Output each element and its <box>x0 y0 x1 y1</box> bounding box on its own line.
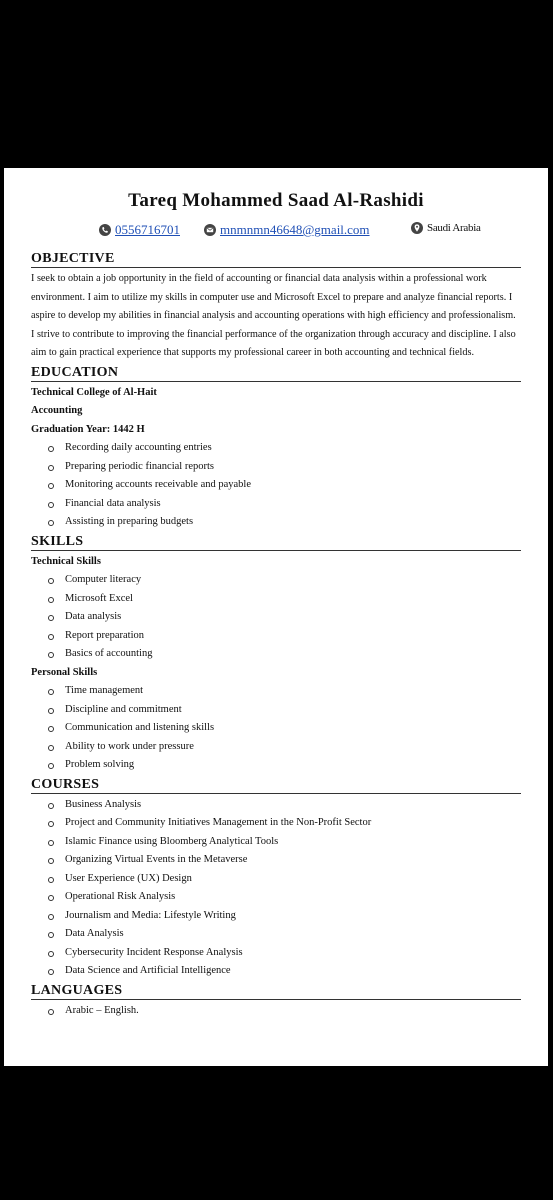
list-item: Monitoring accounts receivable and payable <box>31 476 521 495</box>
list-item: Time management <box>31 682 521 701</box>
list-item: Assisting in preparing budgets <box>31 513 521 532</box>
list-item: Communication and listening skills <box>31 719 521 738</box>
list-item: Microsoft Excel <box>31 590 521 609</box>
technical-skills-list <box>31 571 521 664</box>
personal-skills-list <box>31 682 521 775</box>
list-item: Operational Risk Analysis <box>31 888 521 907</box>
list-item: Preparing periodic financial reports <box>31 458 521 477</box>
courses-list <box>31 796 521 981</box>
phone-contact <box>99 222 180 238</box>
email-link[interactable]: mnmnmn46648@gmail.com <box>220 222 370 237</box>
list-item: Computer literacy <box>31 571 521 590</box>
graduation-year: Graduation Year: 1442 H <box>31 423 145 435</box>
list-item: Project and Community Initiatives Management in the Non-Profit Sector <box>31 814 521 833</box>
resume-page <box>4 168 548 1066</box>
list-item: Organizing Virtual Events in the Metaverse <box>31 851 521 870</box>
email-contact <box>204 222 370 238</box>
list-item: Arabic – English. <box>31 1002 521 1021</box>
list-item: User Experience (UX) Design <box>31 870 521 889</box>
technical-skills-heading: Technical Skills <box>31 555 101 567</box>
education-duties-list <box>31 439 521 532</box>
list-item: Cybersecurity Incident Response Analysis <box>31 944 521 963</box>
personal-skills-heading: Personal Skills <box>31 666 98 678</box>
list-item: Discipline and commitment <box>31 701 521 720</box>
list-item: Journalism and Media: Lifestyle Writing <box>31 907 521 926</box>
list-item: Basics of accounting <box>31 645 521 664</box>
education-heading: EDUCATION <box>31 365 521 382</box>
list-item: Problem solving <box>31 756 521 775</box>
languages-heading: LANGUAGES <box>31 983 521 1000</box>
list-item: Islamic Finance using Bloomberg Analytical Tools <box>31 833 521 852</box>
courses-heading: COURSES <box>31 777 521 794</box>
list-item: Ability to work under pressure <box>31 738 521 757</box>
college-name: Technical College of Al-Hait <box>31 386 157 398</box>
list-item: Recording daily accounting entries <box>31 439 521 458</box>
list-item: Data analysis <box>31 608 521 627</box>
location-text: Saudi Arabia <box>427 222 481 234</box>
envelope-icon <box>204 224 216 236</box>
candidate-name: Tareq Mohammed Saad Al-Rashidi <box>128 190 424 211</box>
major-name: Accounting <box>31 405 83 416</box>
phone-icon <box>99 224 111 236</box>
objective-text: I seek to obtain a job opportunity in the field of accounting or financial data analysis within a professional work environment. I aim to utilize my skills in computer use and Microsoft Excel to prepare and analyze financial reports. I aspire to develop my abilities in financial analysis and accounting operations with high efficiency and professionalism. I strive to contribute to improving the financial performance of the organization through accuracy and discipline. I also aim to gain practical experience that supports my professional career in both accounting and technical fields. <box>31 273 516 358</box>
contact-bar <box>31 220 521 244</box>
phone-link[interactable]: 0556716701 <box>115 222 180 237</box>
list-item: Report preparation <box>31 627 521 646</box>
list-item: Data Analysis <box>31 925 521 944</box>
list-item: Financial data analysis <box>31 495 521 514</box>
skills-heading: SKILLS <box>31 534 521 551</box>
location-contact <box>411 222 481 234</box>
map-pin-icon <box>411 222 423 234</box>
languages-list <box>31 1002 521 1021</box>
list-item: Data Science and Artificial Intelligence <box>31 962 521 981</box>
list-item: Business Analysis <box>31 796 521 815</box>
objective-heading: OBJECTIVE <box>31 251 521 268</box>
